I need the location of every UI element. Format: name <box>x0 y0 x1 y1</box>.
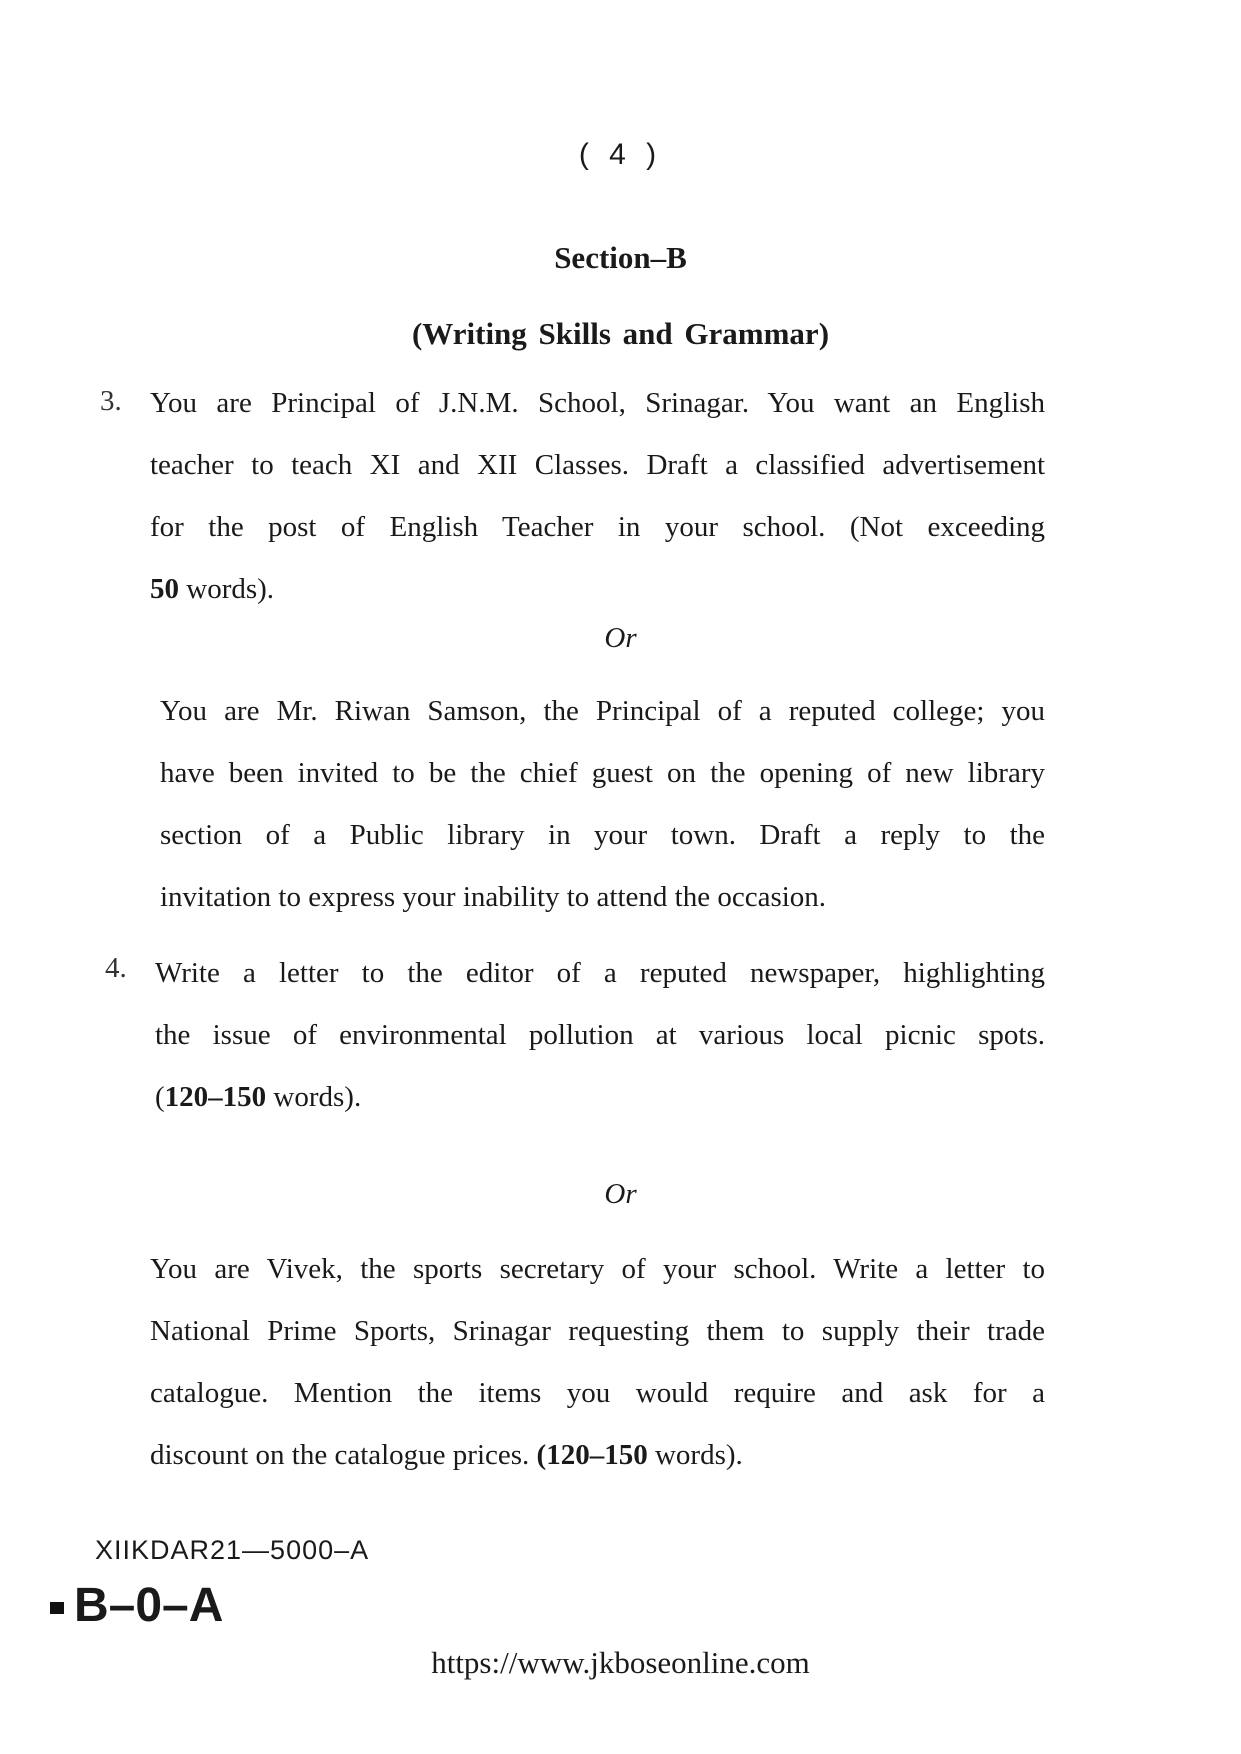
text-fragment: words). <box>266 1081 362 1113</box>
text-fragment: discount on the catalogue prices. <box>150 1439 537 1471</box>
source-url: https://www.jkboseonline.com <box>431 1645 810 1680</box>
word-limit: (120–150 <box>536 1439 648 1471</box>
text-line: the issue of environmental pollution at various local picnic spots. <box>155 1019 1045 1051</box>
text-line <box>150 1424 1045 1486</box>
square-bullet-icon <box>50 1602 64 1614</box>
text-line: You are Vivek, the sports secretary of your school. Write a letter to <box>150 1253 1045 1285</box>
word-limit: 120–150 <box>164 1081 267 1113</box>
section-title: Section–B <box>554 240 687 275</box>
booklet-mark <box>50 1578 223 1633</box>
text-fragment: words). <box>647 1439 743 1471</box>
section-subtitle: (Writing Skills and Grammar) <box>411 316 830 351</box>
question-number: 3. <box>100 385 122 417</box>
text-line: section of a Public library in your town. Draft a reply to the <box>160 819 1045 851</box>
text-line: You are Mr. Riwan Samson, the Principal of a reputed college; you <box>160 695 1045 727</box>
text-line: catalogue. Mention the items you would require and ask for a <box>150 1377 1045 1409</box>
paper-code: XIIKDAR21—5000–A <box>95 1535 370 1565</box>
text-line: Write a letter to the editor of a reputed newspaper, highlighting <box>155 957 1045 989</box>
question-4-alternative-text <box>150 1238 1045 1486</box>
text-line: teacher to teach XI and XII Classes. Draft a classified advertisement <box>150 449 1045 481</box>
booklet-mark-label: B–0–A <box>74 1579 224 1632</box>
word-limit: 50 <box>150 573 179 605</box>
question-number: 4. <box>105 952 127 984</box>
text-fragment: ( <box>155 1081 165 1113</box>
page-number: ( 4 ) <box>578 138 663 171</box>
text-line: National Prime Sports, Srinagar requesting them to supply their trade <box>150 1315 1045 1347</box>
question-4-text <box>155 942 1045 1128</box>
question-3-alternative-text <box>160 680 1045 928</box>
text-fragment: words). <box>179 573 275 605</box>
text-line: for the post of English Teacher in your school. (Not exceeding <box>150 511 1045 543</box>
text-line: have been invited to be the chief guest on the opening of new library <box>160 757 1045 789</box>
text-line <box>155 1066 1045 1128</box>
question-3-text <box>150 372 1045 620</box>
or-separator: Or <box>604 1178 637 1210</box>
text-line: invitation to express your inability to attend the occasion. <box>160 881 827 913</box>
text-line <box>150 558 1045 620</box>
text-line: You are Principal of J.N.M. School, Srinagar. You want an English <box>150 387 1045 419</box>
or-separator: Or <box>604 622 637 654</box>
